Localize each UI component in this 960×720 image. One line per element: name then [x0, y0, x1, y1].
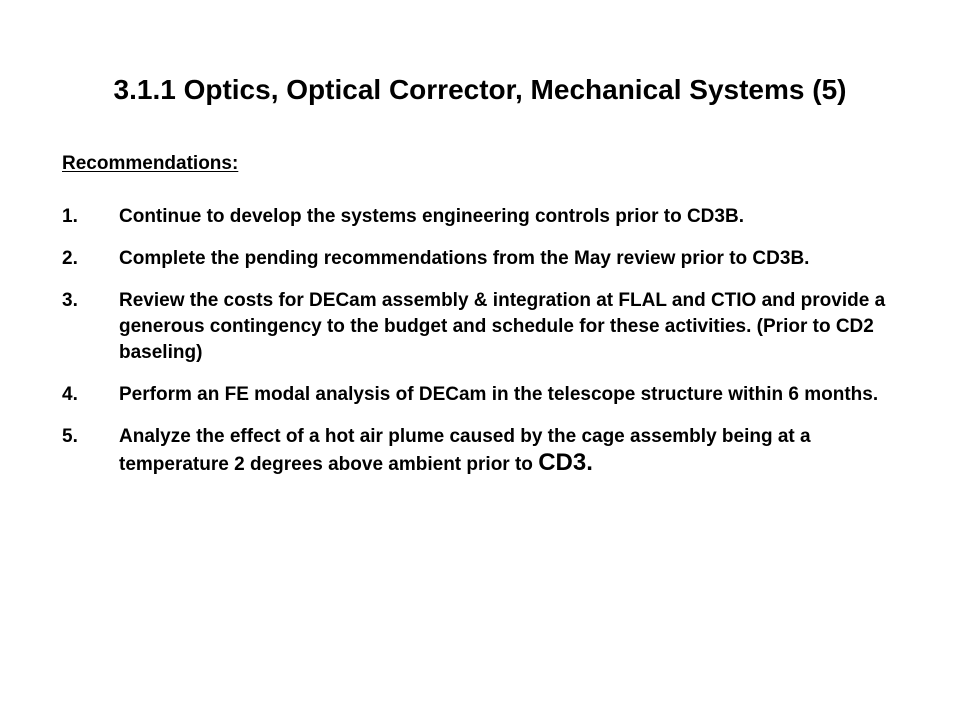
recommendations-heading: Recommendations:: [62, 153, 239, 174]
recommendation-number: 3.: [62, 290, 78, 311]
recommendation-text: Perform an FE modal analysis of DECam in the telescope structure within 6 months.: [119, 384, 879, 405]
recommendation-text: Complete the pending recommendations from the May review prior to CD3B.: [119, 248, 810, 269]
recommendation-number: 4.: [62, 384, 78, 405]
recommendation-item: [62, 424, 902, 478]
recommendation-text: Continue to develop the systems engineering controls prior to CD3B.: [119, 206, 744, 227]
recommendation-item: [62, 246, 902, 272]
recommendation-item: [62, 288, 902, 366]
recommendation-number: 5.: [62, 426, 78, 447]
recommendation-text: [119, 424, 902, 478]
recommendation-number: 1.: [62, 206, 78, 227]
recommendation-number: 2.: [62, 248, 78, 269]
recommendation-item: [62, 382, 902, 408]
recommendation-text-tail: CD3.: [538, 449, 593, 476]
recommendations-list: [62, 204, 902, 494]
recommendation-text-body: Analyze the effect of a hot air plume caused by the cage assembly being at a temperature 2 degrees above ambient prior to: [119, 426, 811, 475]
recommendation-text: Review the costs for DECam assembly & integration at FLAL and CTIO and provide a generous contingency to the budget and schedule for these activities. (Prior to CD2 baseling): [119, 290, 886, 363]
recommendation-item: [62, 204, 902, 230]
slide-title: 3.1.1 Optics, Optical Corrector, Mechanical Systems (5): [113, 74, 847, 105]
